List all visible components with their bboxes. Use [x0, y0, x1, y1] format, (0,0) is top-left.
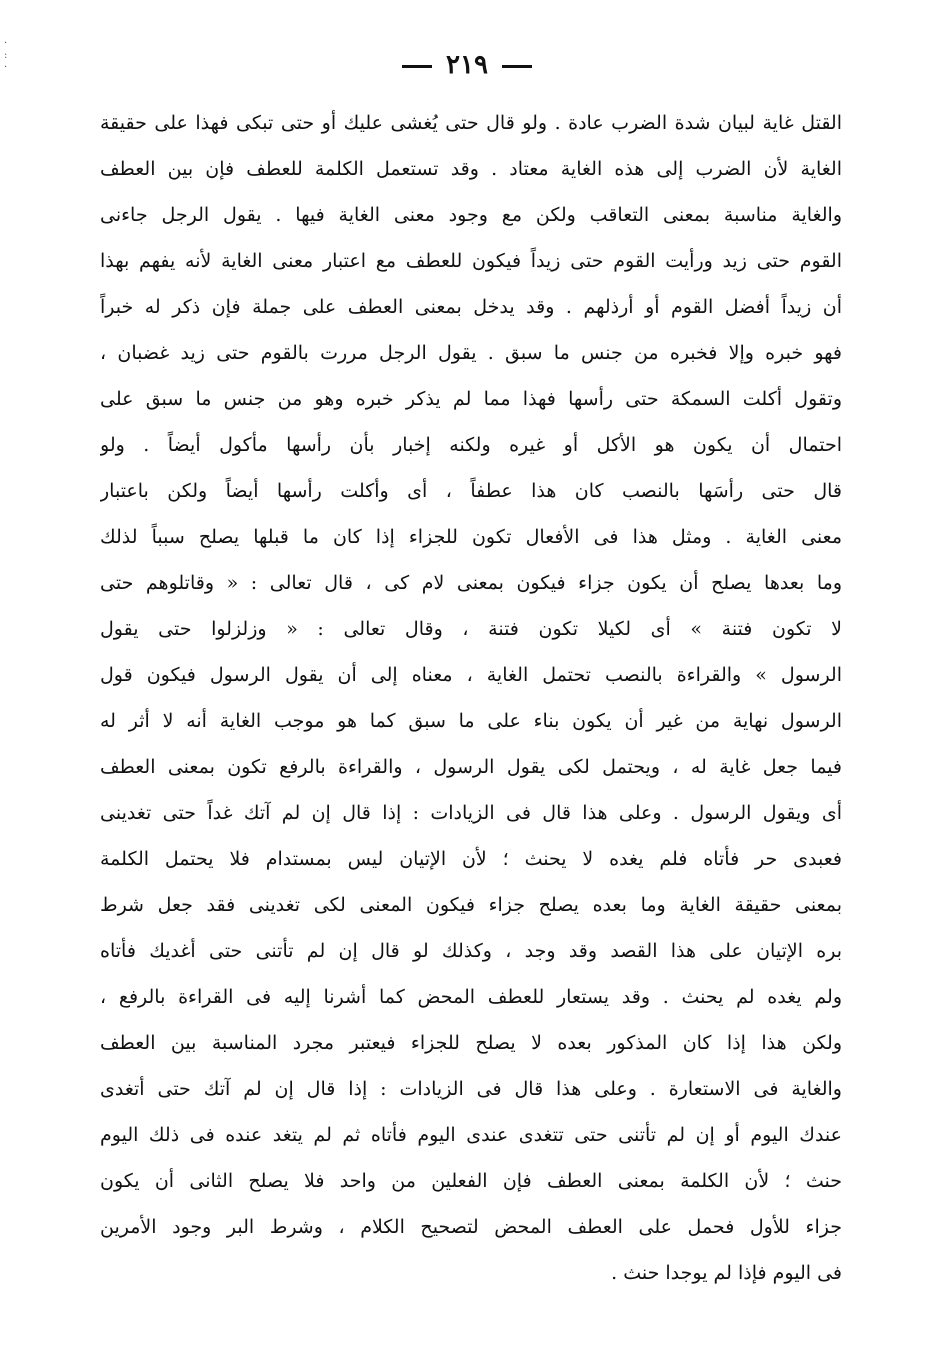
page-number [0, 50, 934, 80]
text-line: عندك اليوم أو إن لم تأتنى حتى تتغدى عندى اليوم فأتاه ثم لم يتغد عنده فى ذلك اليوم [100, 1124, 842, 1146]
text-line: وتقول أكلت السمكة حتى رأسها فهذا مما لم يذكر خبره وهو من جنس ما سبق على [100, 388, 842, 410]
text-line: فى اليوم فإذا لم يوجدا حنث . [611, 1262, 842, 1284]
page-number-dash-right [502, 65, 532, 68]
page-number-value: ٢١٩ [446, 50, 488, 80]
text-line: جزاء للأول فحمل على العطف المحض لتصحيح الكلام ، وشرط البر وجود الأمرين [100, 1216, 842, 1238]
text-line: بره الإتيان على هذا القصد وقد وجد ، وكذلك لو قال إن لم تأتنى حتى أغديك فأتاه [100, 940, 842, 962]
text-line: أى ويقول الرسول . وعلى هذا قال فى الزيادات : إذا قال إن لم آتك غداً حتى تغدينى [100, 802, 842, 824]
text-line: قال حتى رأسَها بالنصب كان هذا عطفاً ، أى وأكلت رأسها أيضاً ولكن باعتبار [100, 480, 842, 502]
page-body-text [100, 100, 842, 1296]
text-line: أن زيداً أفضل القوم أو أرذلهم . وقد يدخل بمعنى العطف على جملة فإن ذكر له خبراً [100, 296, 842, 318]
text-line: فيما جعل غاية له ، ويحتمل لكى يقول الرسول ، والقراءة بالرفع تكون بمعنى العطف [100, 756, 842, 778]
text-line: الغاية لأن الضرب إلى هذه الغاية معتاد . وقد تستعمل الكلمة للعطف فإن بين العطف [100, 158, 842, 180]
text-line: الرسول نهاية من غير أن يكون بناء على ما سبق كما هو موجب الغاية أنه لا أثر له [100, 710, 842, 732]
text-line: لا تكون فتنة » أى لكيلا تكون فتنة ، وقال تعالى : « وزلزلوا حتى يقول [100, 618, 842, 640]
text-line: ولكن هذا إذا كان المذكور بعده لا يصلح للجزاء فيعتبر مجرد المناسبة بين العطف [100, 1032, 842, 1054]
text-line: الرسول » والقراءة بالنصب تحتمل الغاية ، معناه إلى أن يقول الرسول فيكون قول [100, 664, 842, 686]
page-number-dash-left [402, 65, 432, 68]
text-line: والغاية مناسبة بمعنى التعاقب ولكن مع وجود معنى الغاية فيها . يقول الرجل جاءنى [100, 204, 842, 226]
text-line: احتمال أن يكون هو الأكل أو غيره ولكنه إخبار بأن رأسها مأكول أيضاً . ولو [100, 434, 842, 456]
text-line: ولم يغده لم يحنث . وقد يستعار للعطف المحض كما أشرنا إليه فى القراءة بالرفع ، [100, 986, 842, 1008]
text-line: وما بعدها يصلح أن يكون جزاء فيكون بمعنى لام كى ، قال تعالى : « وقاتلوهم حتى [100, 572, 842, 594]
text-line: القتل غاية لبيان شدة الضرب عادة . ولو قال حتى يُغشى عليك أو حتى تبكى فهذا على حقيقة [100, 112, 842, 134]
text-line: والغاية فى الاستعارة . وعلى هذا قال فى الزيادات : إذا قال إن لم آتك حتى أتغدى [100, 1078, 842, 1100]
text-line: بمعنى حقيقة الغاية وما بعده يصلح جزاء فيكون المعنى لكى تغدينى فقد جعل شرط [100, 894, 842, 916]
text-line: فهو خبره وإلا فخبره من جنس ما سبق . يقول الرجل مررت بالقوم حتى زيد غضبان ، [100, 342, 842, 364]
text-line: معنى الغاية . ومثل هذا فى الأفعال تكون للجزاء إذا كان ما قبلها يصلح سبباً لذلك [100, 526, 842, 548]
text-line: القوم حتى زيد ورأيت القوم حتى زيداً فيكون للعطف مع اعتبار معنى الغاية لأنه يفهم بهذا [100, 250, 842, 272]
text-line: حنث ؛ لأن الكلمة بمعنى العطف فإن الفعلين من واحد فلا يصلح الثانى أن يكون [100, 1170, 842, 1192]
text-line: فعبدى حر فأتاه فلم يغده لا يحنث ؛ لأن الإتيان ليس بمستدام فلا يحتمل الكلمة [100, 848, 842, 870]
margin-dots: · : · [4, 38, 8, 73]
